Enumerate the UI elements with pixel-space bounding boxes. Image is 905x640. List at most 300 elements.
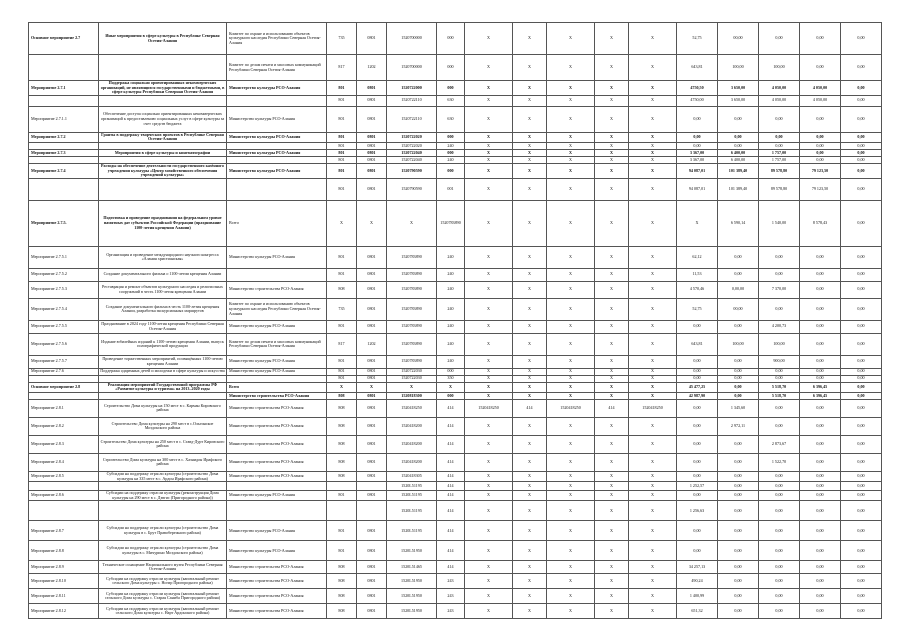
cell-event-name: Субсидии на поддержку отрасли культуры (капитальный ремонт сельского Дома культуры с. Ногир Пригородного района) [99, 574, 227, 589]
cell-amount-2018: 0,00 [759, 375, 800, 382]
table-row [29, 501, 882, 521]
cell-vr: 414 [437, 491, 465, 501]
cell-amount-2019: 0,00 [800, 501, 841, 521]
cell-amount-2020: 0,00 [841, 453, 882, 471]
table-row [29, 246, 882, 268]
cell-amount-2020: 0,00 [841, 268, 882, 281]
cell-csr: 1520783890 [387, 281, 437, 298]
cell-amount-2018: 0,00 [759, 298, 800, 320]
cell-col-2017: X [547, 561, 595, 574]
cell-amount-2018: 0,00 [759, 132, 800, 142]
cell-amount-2020: 0,00 [841, 604, 882, 619]
cell-col-2017b: 414 [595, 399, 629, 417]
cell-event-name: Субсидии на поддержку отрасли культуры (реконструкция Дома культуры на 290 мест в с. Дзвгис (Пригородного района)) [99, 491, 227, 501]
cell-vr: 240 [437, 246, 465, 268]
cell-amount-2019: 0,00 [800, 604, 841, 619]
cell-event-id [29, 375, 99, 382]
cell-col-2017: X [547, 320, 595, 333]
cell-amount-2016: 0,00 [677, 471, 718, 481]
cell-col-2016: X [465, 55, 513, 81]
cell-responsible: Министерство строительства РСО-Алания [227, 453, 327, 471]
cell-event-name: Субсидии на поддержку отрасли культуры (капитальный ремонт сельского Дома культуры с. Старая Саниба Пригородного района) [99, 589, 227, 604]
cell-razdel: 0801 [357, 417, 387, 435]
cell-amount-2020: 0,00 [841, 163, 882, 178]
cell-col-2016: X [465, 471, 513, 481]
cell-col-2017: X [547, 142, 595, 149]
cell-col-2017b: X [595, 23, 629, 55]
cell-amount-2016: X [677, 200, 718, 246]
cell-col-2016b: X [513, 355, 547, 368]
cell-amount-2016: 0,00 [677, 320, 718, 333]
cell-vr: 000 [437, 23, 465, 55]
cell-grbs: 801 [327, 491, 357, 501]
cell-col-2016: X [465, 382, 513, 392]
cell-col-2018: X [629, 574, 677, 589]
table-row [29, 521, 882, 541]
cell-grbs: 817 [327, 333, 357, 355]
cell-grbs: 801 [327, 246, 357, 268]
cell-amount-2020: 0,00 [841, 589, 882, 604]
cell-amount-2016: 643,81 [677, 55, 718, 81]
cell-col-2018: X [629, 482, 677, 491]
cell-csr: 1520722110 [387, 106, 437, 132]
cell-event-name [99, 156, 227, 163]
cell-col-2017b: X [595, 561, 629, 574]
cell-event-id: Мероприятие 2.8.5 [29, 471, 99, 481]
cell-razdel: 0801 [357, 541, 387, 561]
cell-amount-2019: 0,00 [800, 399, 841, 417]
cell-col-2018: X [629, 589, 677, 604]
cell-amount-2017: 0,00 [718, 521, 759, 541]
cell-event-id: Мероприятие 2.8.2 [29, 417, 99, 435]
cell-amount-2016: 0,00 [677, 491, 718, 501]
cell-col-2016: X [465, 142, 513, 149]
cell-col-2016b: X [513, 368, 547, 375]
cell-col-2017b: X [595, 491, 629, 501]
cell-amount-2016: 1 400,99 [677, 589, 718, 604]
cell-grbs: 801 [327, 156, 357, 163]
cell-amount-2017: 0,00 [718, 375, 759, 382]
cell-amount-2016: 94 087,01 [677, 163, 718, 178]
cell-grbs: 801 [327, 521, 357, 541]
cell-responsible [227, 178, 327, 200]
cell-col-2017b: X [595, 589, 629, 604]
cell-col-2016: X [465, 368, 513, 375]
cell-col-2017: X [547, 589, 595, 604]
cell-amount-2016: 52,75 [677, 23, 718, 55]
cell-amount-2017: 3 650,00 [718, 95, 759, 106]
cell-csr: 1520L51950 [387, 574, 437, 589]
cell-col-2018: X [629, 604, 677, 619]
cell-razdel: 0801 [357, 561, 387, 574]
cell-col-2018: X [629, 417, 677, 435]
table-row [29, 368, 882, 375]
cell-amount-2020: 0,00 [841, 149, 882, 156]
cell-grbs: 801 [327, 375, 357, 382]
cell-col-2016: X [465, 23, 513, 55]
cell-csr: 1520L51195 [387, 501, 437, 521]
cell-amount-2016: 0,00 [677, 132, 718, 142]
cell-csr: 1520722020 [387, 142, 437, 149]
cell-amount-2018: 1 757,00 [759, 149, 800, 156]
cell-amount-2017: 0,00 [718, 435, 759, 453]
cell-responsible: Министерство культуры РСО-Алания [227, 320, 327, 333]
cell-col-2017b: X [595, 355, 629, 368]
cell-amount-2017: 6 590,14 [718, 200, 759, 246]
cell-col-2018: X [629, 382, 677, 392]
cell-col-2018: X [629, 521, 677, 541]
cell-amount-2016: 4 570,46 [677, 281, 718, 298]
cell-vr: 414 [437, 541, 465, 561]
cell-col-2016b: X [513, 574, 547, 589]
cell-col-2017b: X [595, 375, 629, 382]
cell-amount-2016: 52,75 [677, 298, 718, 320]
cell-col-2017: X [547, 355, 595, 368]
cell-amount-2017: 0,00 [718, 320, 759, 333]
cell-amount-2018: 0,00 [759, 417, 800, 435]
cell-amount-2016: 1 252,57 [677, 482, 718, 491]
cell-amount-2016: 3 367,00 [677, 149, 718, 156]
cell-col-2018: X [629, 333, 677, 355]
cell-col-2017b: X [595, 435, 629, 453]
cell-csr: 1520700000 [387, 23, 437, 55]
cell-razdel: 0801 [357, 132, 387, 142]
cell-csr: X [387, 382, 437, 392]
cell-csr: 1520790590 [387, 163, 437, 178]
cell-col-2018: X [629, 132, 677, 142]
cell-razdel: 0801 [357, 178, 387, 200]
cell-razdel: 1202 [357, 333, 387, 355]
cell-col-2016b: X [513, 55, 547, 81]
cell-col-2016b: X [513, 453, 547, 471]
cell-amount-2020: 0,00 [841, 368, 882, 375]
budget-table-sheet [28, 22, 877, 619]
cell-csr: 1520L51195 [387, 482, 437, 491]
cell-grbs: 801 [327, 132, 357, 142]
cell-col-2016b: X [513, 589, 547, 604]
cell-csr: 1520L51950 [387, 589, 437, 604]
cell-razdel: 0801 [357, 156, 387, 163]
cell-event-id: Основное мероприятие 2.8 [29, 382, 99, 392]
cell-amount-2017: 100,00 [718, 333, 759, 355]
cell-event-name: Строительство Дома культуры на 300 мест в с. Хазнидон Ирафского района [99, 453, 227, 471]
cell-amount-2017: 6 400,00 [718, 149, 759, 156]
cell-col-2018: 1520418250 [629, 399, 677, 417]
cell-col-2017b: X [595, 541, 629, 561]
cell-col-2016b: X [513, 491, 547, 501]
cell-csr: 1520783890 [387, 298, 437, 320]
cell-col-2018: X [629, 298, 677, 320]
table-row [29, 163, 882, 178]
cell-csr: 1520722020 [387, 132, 437, 142]
cell-amount-2017: 0,00 [718, 561, 759, 574]
table-row [29, 268, 882, 281]
cell-amount-2016: 0,00 [677, 417, 718, 435]
table-row [29, 491, 882, 501]
cell-responsible: Министерство культуры РСО-Алания [227, 81, 327, 96]
cell-responsible [227, 482, 327, 491]
cell-amount-2016: 0,00 [677, 521, 718, 541]
cell-responsible [227, 501, 327, 521]
cell-col-2017: X [547, 471, 595, 481]
cell-col-2018: X [629, 200, 677, 246]
cell-event-name: Строительство Дома культуры на 290 мест в с.Ольгинское Моздокского района [99, 417, 227, 435]
cell-col-2017b: X [595, 142, 629, 149]
cell-responsible: Министерство культуры РСО-Алания [227, 521, 327, 541]
cell-col-2016: X [465, 81, 513, 96]
cell-amount-2017: 0,00 [718, 453, 759, 471]
cell-amount-2016: 3 367,00 [677, 156, 718, 163]
cell-amount-2019: 4 050,00 [800, 95, 841, 106]
cell-amount-2016: 62,12 [677, 246, 718, 268]
cell-razdel: 0801 [357, 453, 387, 471]
cell-col-2017b: X [595, 501, 629, 521]
table-row [29, 106, 882, 132]
cell-col-2017: X [547, 521, 595, 541]
cell-col-2016b: X [513, 142, 547, 149]
cell-amount-2020: 0,00 [841, 246, 882, 268]
cell-col-2017: X [547, 268, 595, 281]
cell-razdel: 0801 [357, 298, 387, 320]
cell-event-id: Мероприятие 2.7.5.6 [29, 333, 99, 355]
cell-amount-2018: 1 757,00 [759, 156, 800, 163]
cell-col-2017b: X [595, 453, 629, 471]
cell-col-2016: X [465, 333, 513, 355]
cell-event-id: Мероприятие 2.8.10 [29, 574, 99, 589]
cell-col-2016: X [465, 541, 513, 561]
cell-col-2016: X [465, 106, 513, 132]
cell-grbs: 817 [327, 55, 357, 81]
cell-col-2016b: X [513, 178, 547, 200]
cell-grbs: 808 [327, 574, 357, 589]
cell-amount-2019: 0,00 [800, 417, 841, 435]
cell-col-2016b: X [513, 382, 547, 392]
cell-razdel: 0801 [357, 106, 387, 132]
cell-col-2016b: X [513, 320, 547, 333]
cell-amount-2018: 2 873,67 [759, 435, 800, 453]
cell-amount-2019: 0,00 [800, 246, 841, 268]
cell-amount-2018: 4 050,00 [759, 81, 800, 96]
cell-event-id: Мероприятие 2.8.1 [29, 399, 99, 417]
cell-grbs: 801 [327, 81, 357, 96]
cell-col-2016: X [465, 149, 513, 156]
cell-vr: 240 [437, 355, 465, 368]
cell-amount-2016: 0,00 [677, 142, 718, 149]
cell-event-id: Мероприятие 2.7.5.2 [29, 268, 99, 281]
cell-col-2018: X [629, 281, 677, 298]
cell-amount-2017: 0,00 [718, 589, 759, 604]
cell-csr: 1520790590 [387, 178, 437, 200]
cell-amount-2020: 0,00 [841, 95, 882, 106]
cell-col-2017b: X [595, 368, 629, 375]
cell-razdel: 1202 [357, 55, 387, 81]
cell-col-2016b: X [513, 501, 547, 521]
cell-amount-2016: 4750,50 [677, 81, 718, 96]
cell-event-name [99, 482, 227, 491]
cell-amount-2016: 0,00 [677, 541, 718, 561]
cell-amount-2019: 4 050,00 [800, 81, 841, 96]
cell-amount-2019: 0,00 [800, 561, 841, 574]
cell-event-id: Мероприятие 2.8.6 [29, 491, 99, 501]
cell-amount-2018: 4 200,73 [759, 320, 800, 333]
cell-col-2017: X [547, 298, 595, 320]
cell-col-2017b: X [595, 320, 629, 333]
table-row [29, 482, 882, 491]
cell-grbs: 808 [327, 471, 357, 481]
cell-razdel: 0801 [357, 521, 387, 541]
cell-amount-2019: 0,00 [800, 156, 841, 163]
cell-col-2016b: X [513, 132, 547, 142]
cell-amount-2020: 0,00 [841, 561, 882, 574]
cell-razdel: 0801 [357, 23, 387, 55]
cell-csr: 1520783890 [387, 333, 437, 355]
cell-amount-2018: 0,00 [759, 574, 800, 589]
cell-amount-2019: 0,00 [800, 375, 841, 382]
cell-responsible [227, 142, 327, 149]
cell-col-2017: X [547, 149, 595, 156]
cell-col-2016b: X [513, 200, 547, 246]
cell-amount-2018: 0,00 [759, 491, 800, 501]
cell-grbs: 808 [327, 417, 357, 435]
cell-vr: 1520783890 [437, 200, 465, 246]
cell-amount-2017: 1 345,60 [718, 399, 759, 417]
cell-razdel: 0801 [357, 491, 387, 501]
cell-col-2018: X [629, 81, 677, 96]
cell-event-id: Мероприятие 2.7.1.1 [29, 106, 99, 132]
cell-amount-2019: 0,00 [800, 149, 841, 156]
cell-event-name: Субсидии на поддержку отрасли культуры (строительство Дома культуры в с. Мичурино Моздокского района) [99, 541, 227, 561]
cell-amount-2017: 00,00 [718, 298, 759, 320]
cell-responsible [227, 268, 327, 281]
cell-event-name: Расходы на обеспечение деятельности государственного казённого учреждения культуры «Центр хозяйственного обеспечения учреждений культуры» [99, 163, 227, 178]
cell-col-2018: X [629, 106, 677, 132]
cell-razdel: 0801 [357, 246, 387, 268]
cell-event-name: Мероприятия в сфере культуры и кинематографии [99, 149, 227, 156]
cell-csr: 1520L51950 [387, 604, 437, 619]
cell-col-2017: X [547, 435, 595, 453]
cell-event-name: Субсидии на поддержку отрасли культуры (капитальный ремонт сельского Дома культуры с. Нарт Ардонского района) [99, 604, 227, 619]
cell-event-id: Мероприятие 2.8.8 [29, 541, 99, 561]
cell-event-id: Мероприятие 2.8.9 [29, 561, 99, 574]
cell-col-2017b: X [595, 200, 629, 246]
cell-amount-2019: 79 123,50 [800, 178, 841, 200]
cell-grbs: 801 [327, 149, 357, 156]
cell-csr: 1520L51950 [387, 541, 437, 561]
cell-vr: 000 [437, 81, 465, 96]
cell-col-2017: X [547, 491, 595, 501]
cell-col-2017b: X [595, 382, 629, 392]
cell-col-2017: X [547, 482, 595, 491]
cell-col-2016b: X [513, 561, 547, 574]
cell-col-2016: X [465, 435, 513, 453]
cell-razdel: 0801 [357, 320, 387, 333]
cell-amount-2019: 0,00 [800, 471, 841, 481]
cell-col-2017b: X [595, 281, 629, 298]
cell-col-2017b: X [595, 268, 629, 281]
cell-amount-2019: 79 123,50 [800, 163, 841, 178]
cell-amount-2016: 94 087,01 [677, 178, 718, 200]
cell-grbs: 801 [327, 178, 357, 200]
cell-amount-2020: 0,00 [841, 156, 882, 163]
cell-event-id [29, 482, 99, 491]
cell-razdel: X [357, 200, 387, 246]
cell-event-id: Мероприятие 2.7.4 [29, 163, 99, 178]
cell-amount-2019: 0,00 [800, 574, 841, 589]
cell-razdel: 0801 [357, 392, 387, 399]
cell-event-id [29, 95, 99, 106]
cell-amount-2018: 89 578,80 [759, 163, 800, 178]
cell-grbs: 801 [327, 368, 357, 375]
cell-amount-2020: 0,00 [841, 178, 882, 200]
cell-amount-2018: 0,00 [759, 106, 800, 132]
table-row [29, 320, 882, 333]
cell-col-2016b: X [513, 156, 547, 163]
cell-amount-2019: 0,00 [800, 23, 841, 55]
cell-grbs: 808 [327, 399, 357, 417]
table-row [29, 178, 882, 200]
cell-event-name: Реализация мероприятий Государственной программы РФ «Развитие культуры и туризма» на 2013–2020 годы [99, 382, 227, 392]
cell-col-2017: X [547, 453, 595, 471]
cell-amount-2017: 0,00 [718, 382, 759, 392]
cell-amount-2018: 0,00 [759, 482, 800, 491]
cell-event-name: Издание юбилейных изданий к 1100-летию крещения Алании, выпуск полиграфической продукции [99, 333, 227, 355]
cell-responsible: Министерство строительства РСО-Алания [227, 281, 327, 298]
table-row [29, 298, 882, 320]
cell-vr: 240 [437, 281, 465, 298]
cell-col-2016: X [465, 156, 513, 163]
cell-col-2017: X [547, 392, 595, 399]
cell-col-2018: X [629, 95, 677, 106]
cell-col-2016b: X [513, 106, 547, 132]
cell-amount-2017: 0,00 [718, 246, 759, 268]
cell-col-2017: X [547, 132, 595, 142]
cell-vr: X [437, 382, 465, 392]
cell-col-2016: X [465, 392, 513, 399]
cell-grbs: 801 [327, 106, 357, 132]
cell-amount-2019: 0,00 [800, 541, 841, 561]
cell-responsible: Министерство строительства РСО-Алания [227, 561, 327, 574]
cell-col-2018: X [629, 178, 677, 200]
cell-col-2016: X [465, 491, 513, 501]
cell-event-name: Обеспечение доступа социально ориентированных некоммерческих организаций к предоставлению социальных услуг в сфере культуры за счет средств бюджета [99, 106, 227, 132]
cell-col-2017: X [547, 604, 595, 619]
table-row [29, 23, 882, 55]
cell-event-id: Мероприятие 2.8.4 [29, 453, 99, 471]
cell-amount-2020: 0,00 [841, 491, 882, 501]
cell-event-id: Мероприятие 2.7.5.7 [29, 355, 99, 368]
cell-amount-2020: 0,00 [841, 482, 882, 491]
cell-responsible: Министерство культуры РСО-Алания [227, 163, 327, 178]
cell-razdel: 0801 [357, 81, 387, 96]
cell-amount-2020: 0,00 [841, 417, 882, 435]
cell-col-2017: 1520418250 [547, 399, 595, 417]
cell-amount-2019: 0,00 [800, 368, 841, 375]
cell-col-2018: X [629, 501, 677, 521]
cell-grbs: 801 [327, 163, 357, 178]
table-row [29, 561, 882, 574]
cell-col-2018: X [629, 23, 677, 55]
table-row [29, 200, 882, 246]
table-row [29, 375, 882, 382]
cell-event-id [29, 142, 99, 149]
cell-amount-2016: 0,00 [677, 355, 718, 368]
cell-event-id: Мероприятие 2.7.3 [29, 149, 99, 156]
cell-amount-2018: 0,00 [759, 368, 800, 375]
cell-col-2018: X [629, 149, 677, 156]
cell-event-id: Мероприятие 2.7.5.1 [29, 246, 99, 268]
cell-amount-2017: 0,00 [718, 132, 759, 142]
cell-col-2016b: X [513, 298, 547, 320]
